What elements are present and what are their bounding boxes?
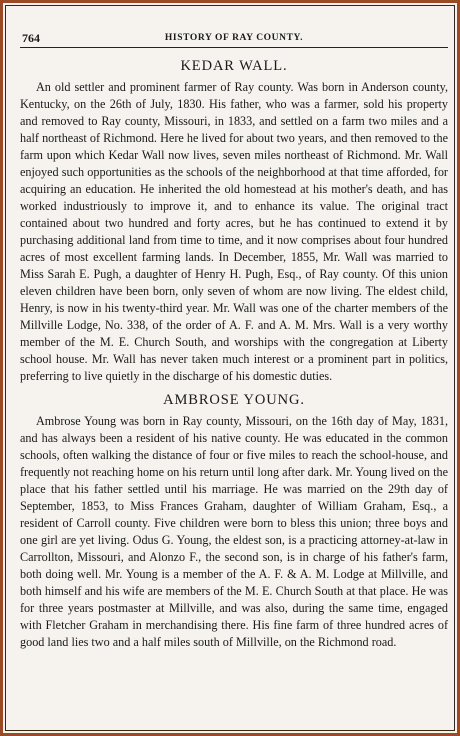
section-heading-kedar-wall: KEDAR WALL.	[180, 58, 288, 74]
biography-ambrose-young: Ambrose Young was born in Ray county, Missouri, on the 16th day of May, 1831, and has always been a resident of his native county. He was educated in the common schools, often walking the distance of four or five miles to reach the school-house, and frequently not reaching home on his return until long after dark. Mr. Young lived on the place that his father settled until his marriage. He was married on the 29th day of September, 1853, to Miss Frances Graham, daughter of William Graham, Esq., a resident of Carroll county. Five children were born to bless this union; three boys and one girl are yet living. Odus G. Young, the eldest son, is a practicing attorney-at-law in Carrollton, Missouri, and Alonzo F., the second son, is in charge of his father's farm, both doing well. Mr. Young is a member of the A. F. & A. M. Lodge at Millville, and both himself and his wife are members of the M. E. Church South at that place. He was for three years postmaster at Millville, and was also, during the same time, engaged with Fletcher Graham in merchandising there. His fine farm of three hundred acres of good land lies two and a half miles south of Millville, on the Richmond road.	[20, 414, 448, 649]
section-heading-ambrose-young: AMBROSE YOUNG.	[163, 392, 305, 408]
running-head: HISTORY OF RAY COUNTY.	[164, 33, 304, 43]
header-rule	[20, 47, 448, 48]
page-header	[20, 28, 448, 46]
book-page	[20, 28, 448, 651]
biography-kedar-wall: An old settler and prominent farmer of Ray county. Was born in Anderson county, Kentucky, on the 26th of July, 1830. His father, who was a farmer, sold his property and removed to Ray county, Missouri, in 1833, and settled on a farm two miles and a half northeast of Richmond. Here he lived for about two years, and then removed to the farm upon which Kedar Wall now lives, seven miles northeast of Richmond. Mr. Wall enjoyed such opportunities as the schools of the neighborhood at that time afforded, for acquiring an education. He inherited the old homestead at his mother's death, and has worked industriously to improve it, and to enhance its value. The original tract contained about two hundred and forty acres, but he has continued to extend it by purchasing additional land from time to time, and it now comprises about four hundred acres of most excellent farming lands. In December, 1855, Mr. Wall was married to Miss Sarah E. Pugh, a daughter of Henry H. Pugh, Esq., of Ray county. Of this union eleven children have been born, only seven of whom are now living. The eldest child, Henry, is now in his twenty-third year. Mr. Wall was one of the charter members of the Millville Lodge, No. 338, of the order of A. F. and A. M. Mrs. Wall is a very worthy member of the M. E. Church South, and worships with the congregation at Liberty school house. Mr. Wall has never taken much interest or a prominent part in politics, preferring to live quietly in the discharge of his domestic duties.	[20, 80, 448, 383]
page-number: 764	[22, 31, 40, 45]
